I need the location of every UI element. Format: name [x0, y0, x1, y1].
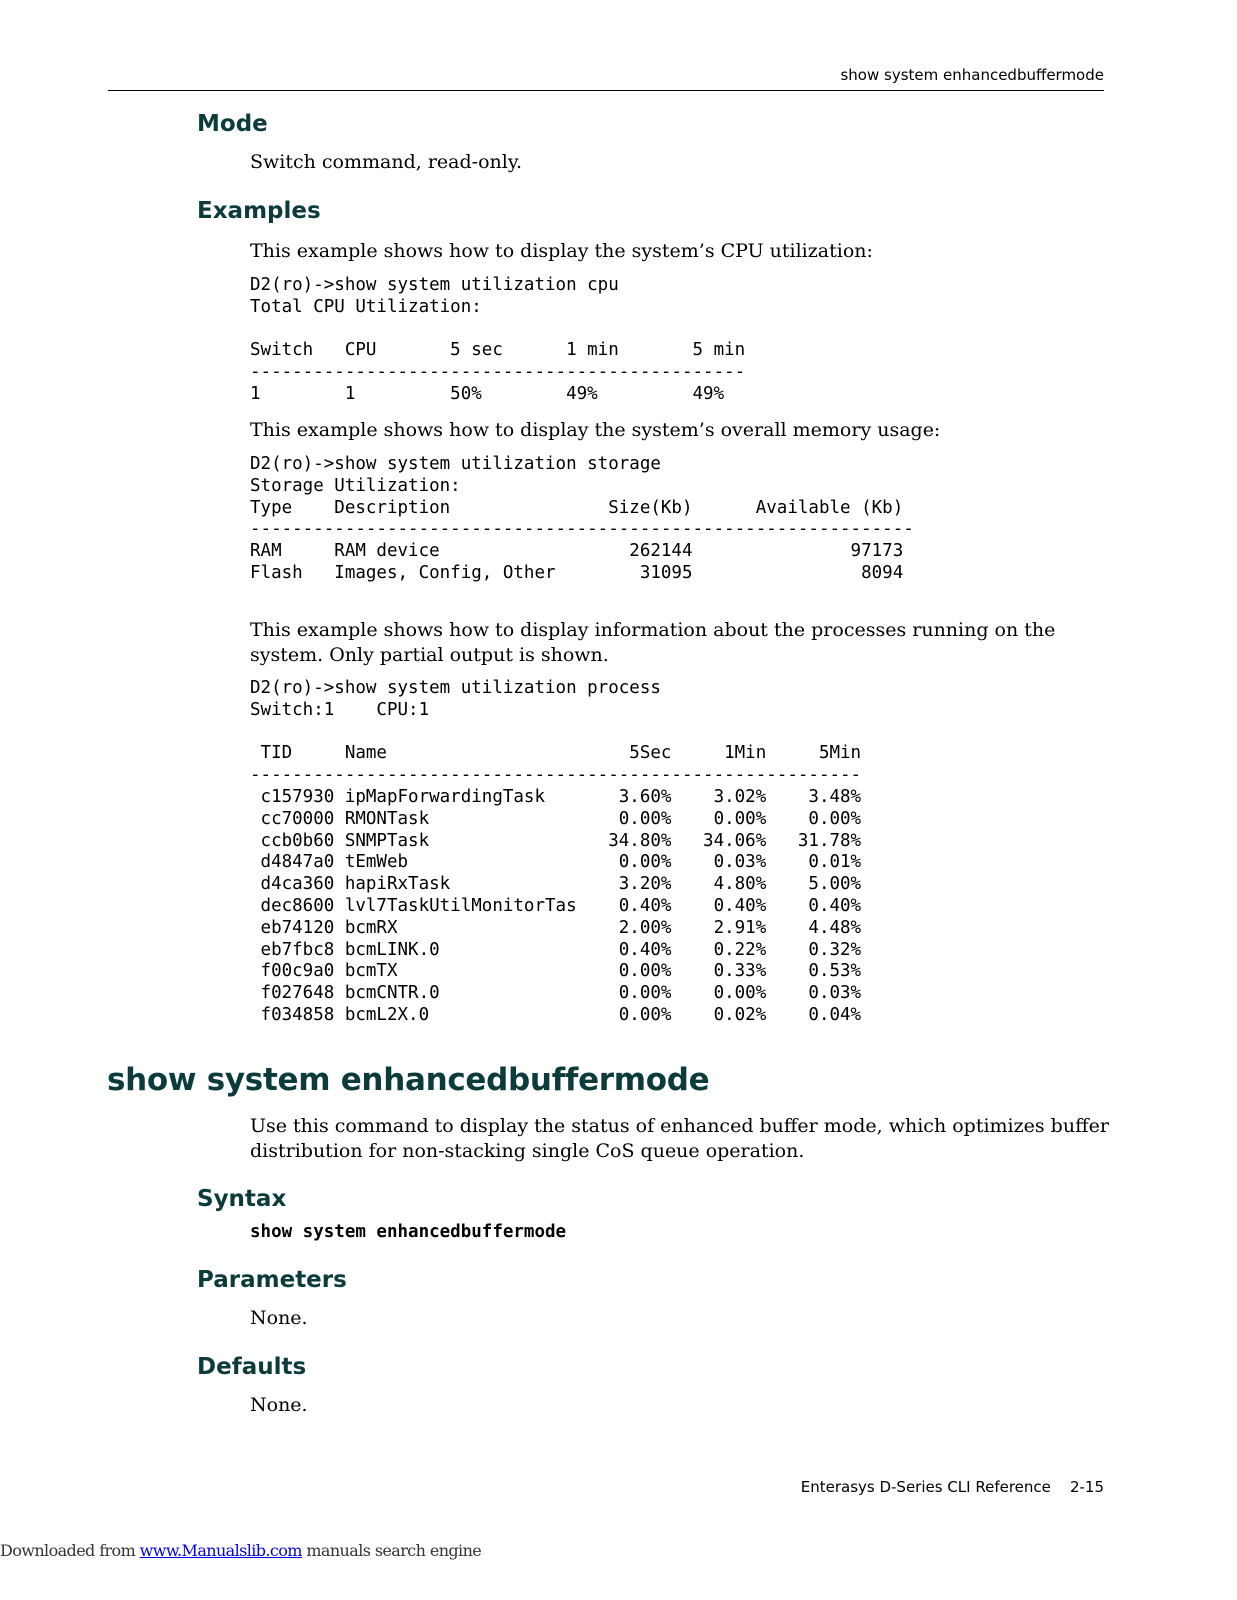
- mode-text: Switch command, read-only.: [250, 151, 523, 173]
- defaults-text: None.: [250, 1394, 308, 1416]
- command-title: show system enhancedbuffermode: [107, 1062, 710, 1098]
- process-example-intro: This example shows how to display information about the processes running on the system. Only partial output is shown.: [250, 619, 1056, 666]
- page-footer: Enterasys D-Series CLI Reference 2-15: [800, 1478, 1104, 1496]
- running-header: show system enhancedbuffermode: [840, 66, 1104, 84]
- storage-example-intro: This example shows how to display the system’s overall memory usage:: [250, 419, 941, 441]
- download-notice: [0, 1541, 481, 1560]
- cpu-example-output: D2(ro)->show system utilization cpu Total CPU Utilization: Switch CPU 5 sec 1 min 5 min ----------------------------------------------- 1 1 50% 49% 49%: [250, 275, 746, 404]
- download-suffix: manuals search engine: [301, 1541, 482, 1560]
- process-example-output: D2(ro)->show system utilization process Switch:1 CPU:1 TID Name 5Sec 1Min 5Min ---------------------------------------------------------- c157930 ipMapForwardingTask 3.60% 3.02% 3.48% cc70000 RMONTask 0.00% 0.00% 0.00% ccb0b60 SNMPTask 34.80% 34.06% 31.78% d4847a0 tEmWeb 0.00% 0.03% 0.01% d4ca360 hapiRxTask 3.20% 4.80% 5.00% dec8600 lvl7TaskUtilMonitorTas 0.40% 0.40% 0.40% eb74120 bcmRX 2.00% 2.91% 4.48% eb7fbc8 bcmLINK.0 0.40% 0.22% 0.32% f00c9a0 bcmTX 0.00% 0.33% 0.53% f027648 bcmCNTR.0 0.00% 0.00% 0.03% f034858 bcmL2X.0 0.00% 0.02% 0.04%: [250, 678, 862, 1025]
- examples-heading: Examples: [197, 198, 321, 224]
- mode-heading: Mode: [197, 111, 268, 137]
- parameters-text: None.: [250, 1307, 308, 1329]
- command-description: Use this command to display the status of enhanced buffer mode, which optimizes buffer distribution for non-stacking single CoS queue operation.: [250, 1115, 1109, 1162]
- syntax-heading: Syntax: [197, 1186, 287, 1212]
- parameters-heading: Parameters: [197, 1267, 347, 1293]
- defaults-heading: Defaults: [197, 1354, 307, 1380]
- syntax-text: show system enhancedbuffermode: [250, 1222, 567, 1242]
- storage-example-output: D2(ro)->show system utilization storage Storage Utilization: Type Description Size(Kb) Available (Kb) --------------------------------------------------------------- RAM RAM device 262144 97173 Flash Images, Config, Other 31095 8094: [250, 454, 914, 583]
- header-rule: [108, 90, 1104, 91]
- download-prefix: Downloaded from: [0, 1541, 140, 1560]
- manualslib-link[interactable]: www.Manualslib.com: [139, 1541, 302, 1560]
- cpu-example-intro: This example shows how to display the system’s CPU utilization:: [250, 240, 873, 262]
